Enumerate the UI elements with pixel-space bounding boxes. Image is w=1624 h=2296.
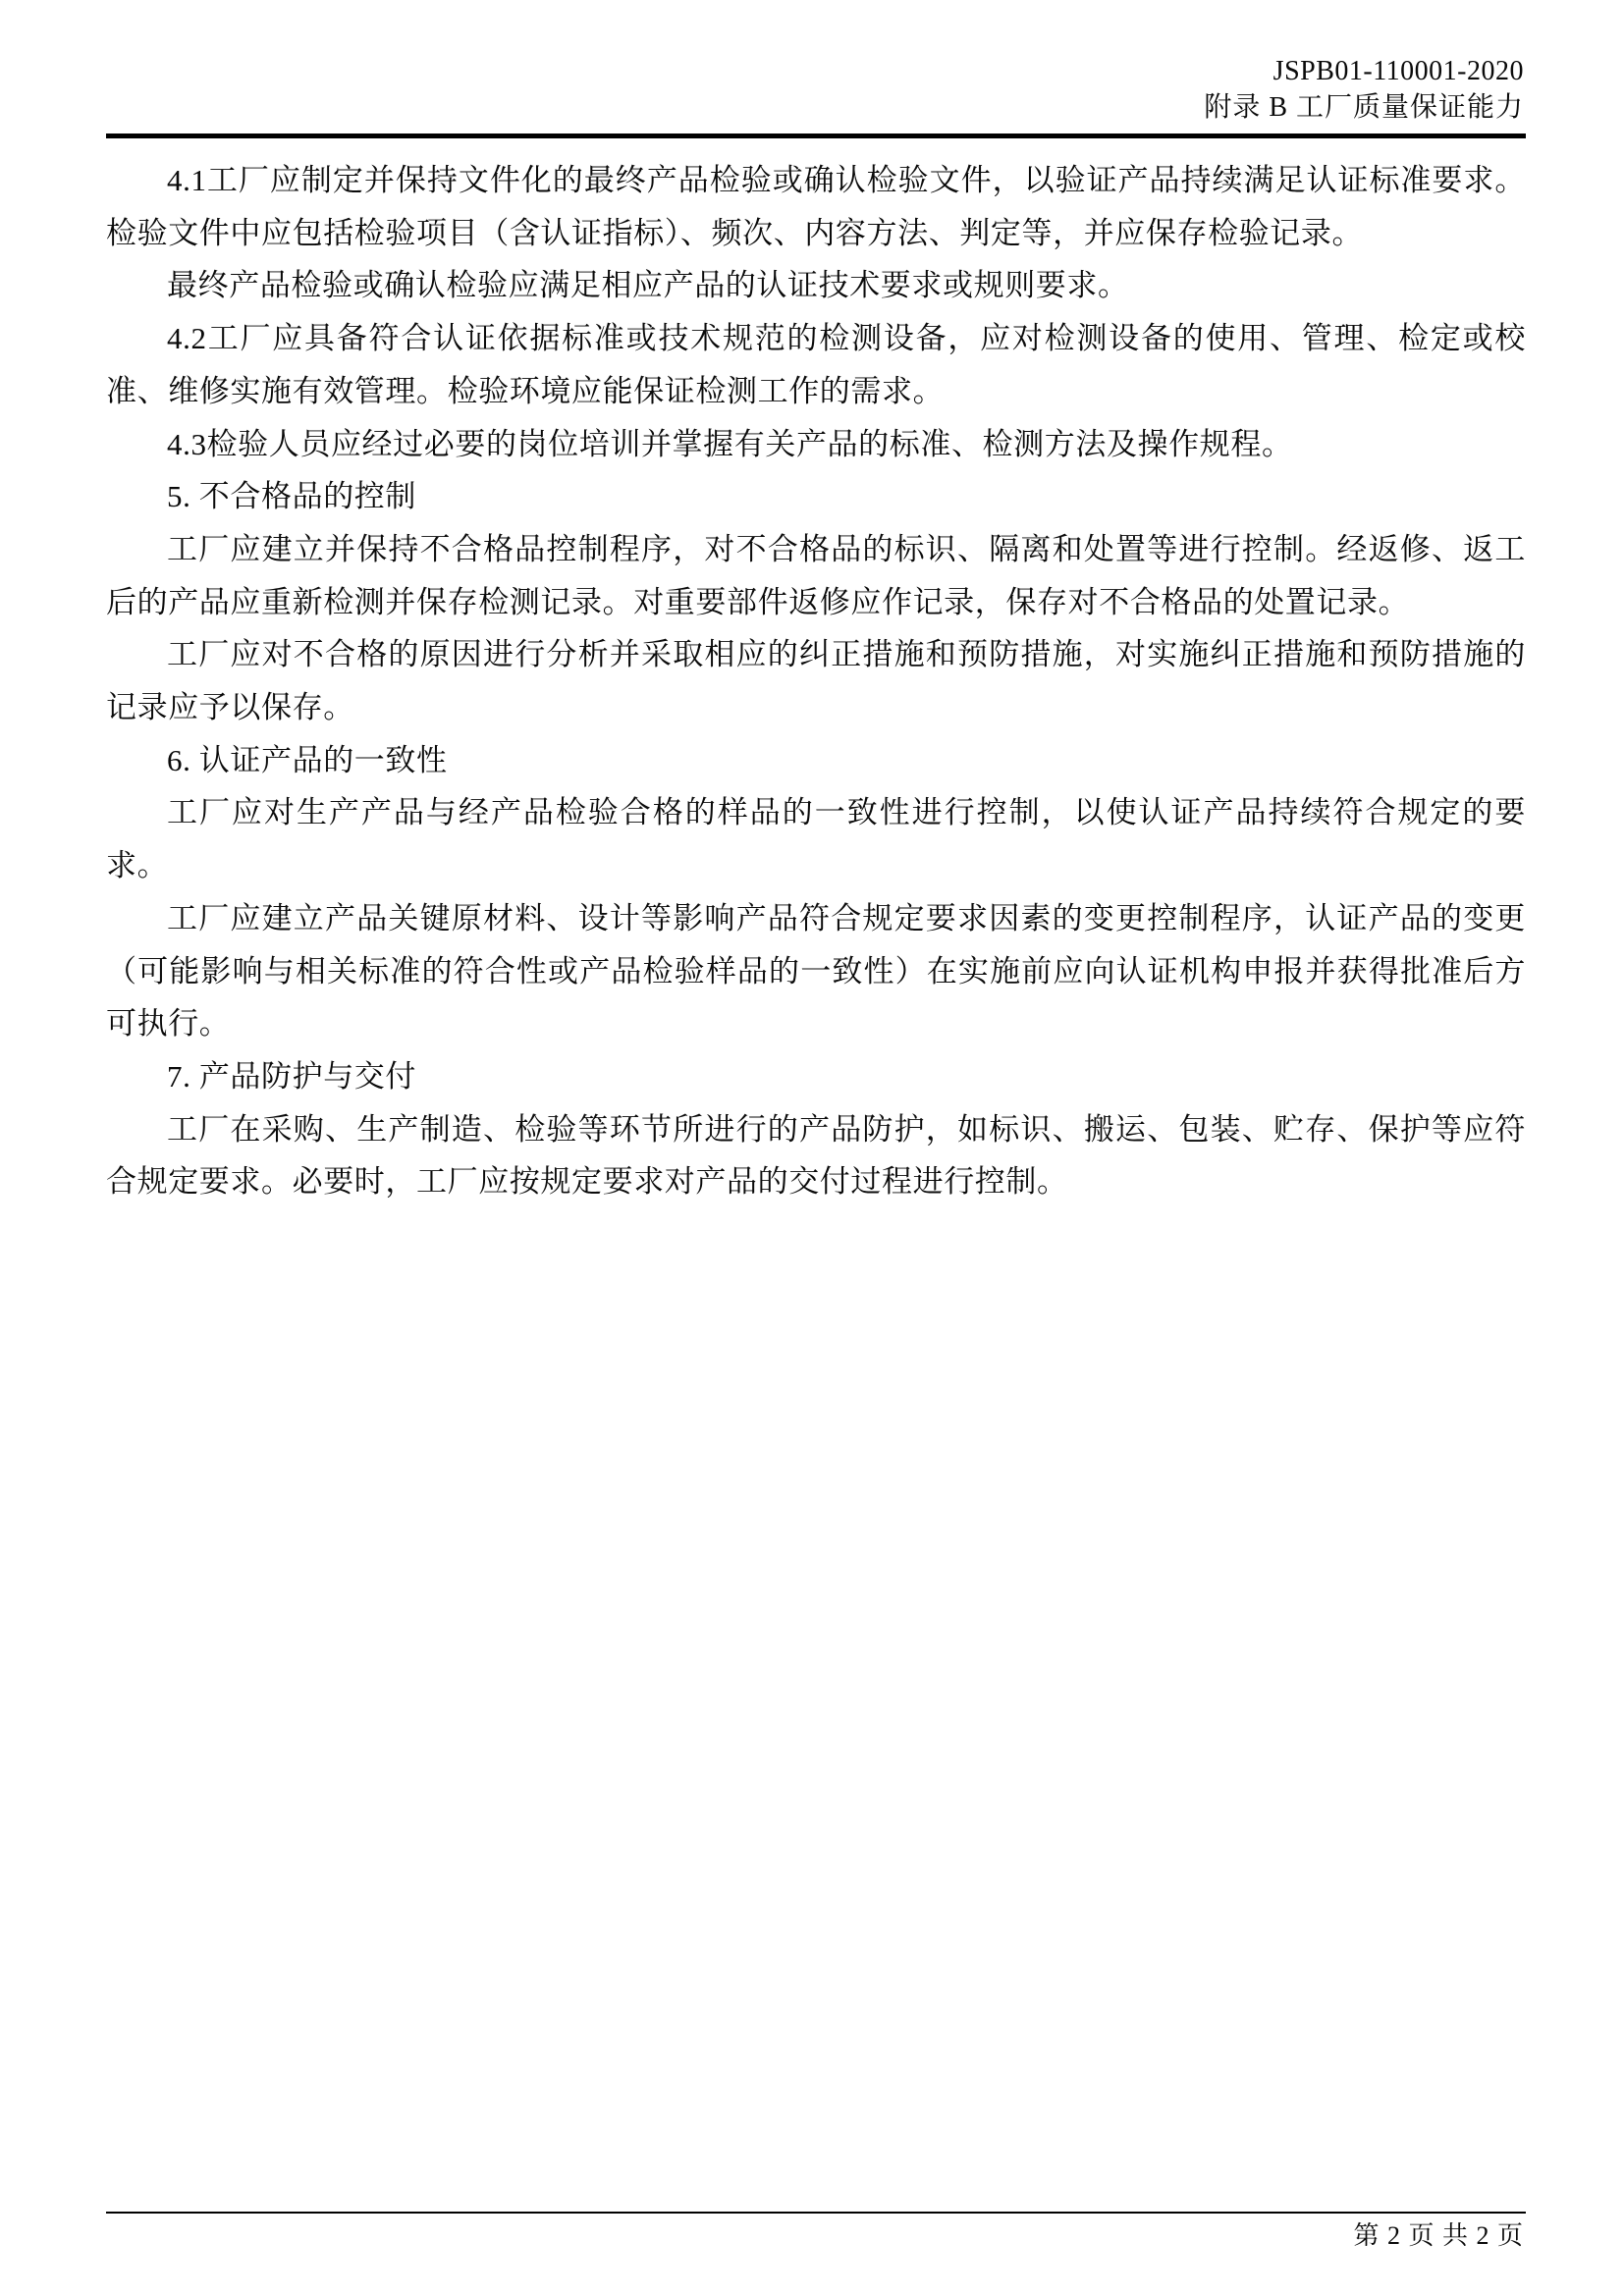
header-doc-title: 附录 B 工厂质量保证能力	[1204, 92, 1524, 123]
header-divider	[106, 133, 1526, 138]
section-heading: 5. 不合格品的控制	[167, 479, 416, 514]
section-heading: 7. 产品防护与交付	[167, 1058, 416, 1094]
document-body	[106, 154, 1526, 2212]
header-doc-number: JSPB01-110001-2020	[1272, 56, 1524, 86]
paragraph: 工厂应建立产品关键原材料、设计等影响产品符合规定要求因素的变更控制程序，认证产品的变更（可能影响与相关标准的符合性或产品检验样品的一致性）在实施前应向认证机构申报并获得批准后方可执行。	[106, 900, 1526, 1041]
paragraph: 工厂应对不合格的原因进行分析并采取相应的纠正措施和预防措施，对实施纠正措施和预防措施的记录应予以保存。	[106, 637, 1526, 725]
section-heading: 6. 认证产品的一致性	[167, 742, 448, 777]
paragraph: 4.1工厂应制定并保持文件化的最终产品检验或确认检验文件，以验证产品持续满足认证标准要求。检验文件中应包括检验项目（含认证指标）、频次、内容方法、判定等，并应保存检验记录。	[106, 163, 1526, 250]
page-footer	[106, 2212, 1526, 2253]
paragraph: 4.2工厂应具备符合认证依据标准或技术规范的检测设备，应对检测设备的使用、管理、检定或校准、维修实施有效管理。检验环境应能保证检测工作的需求。	[106, 321, 1526, 408]
paragraph: 4.3检验人员应经过必要的岗位培训并掌握有关产品的标准、检测方法及操作规程。	[167, 426, 1293, 461]
footer-page-number: 第 2 页 共 2 页	[1353, 2221, 1524, 2250]
paragraph: 工厂应对生产产品与经产品检验合格的样品的一致性进行控制，以使认证产品持续符合规定的要求。	[106, 795, 1526, 883]
paragraph: 工厂在采购、生产制造、检验等环节所进行的产品防护，如标识、搬运、包装、贮存、保护等应符合规定要求。必要时，工厂应按规定要求对产品的交付过程进行控制。	[106, 1111, 1526, 1200]
paragraph: 最终产品检验或确认检验应满足相应产品的认证技术要求或规则要求。	[167, 268, 1129, 303]
paragraph: 工厂应建立并保持不合格品控制程序，对不合格品的标识、隔离和处置等进行控制。经返修、返工后的产品应重新检测并保存检测记录。对重要部件返修应作记录，保存对不合格品的处置记录。	[106, 531, 1526, 619]
page-header	[106, 54, 1526, 127]
